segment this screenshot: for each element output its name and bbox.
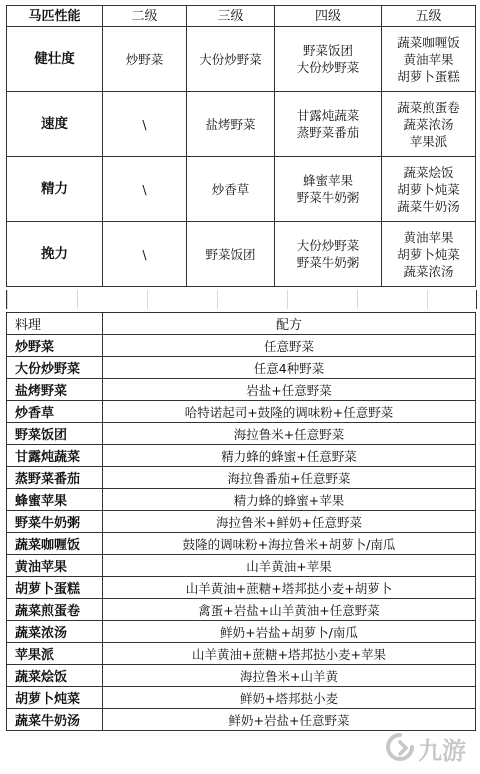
dish-name: 蔬菜牛奶汤 xyxy=(7,709,103,731)
header-horse-stat: 马匹性能 xyxy=(7,6,103,27)
dish-recipe: 鲜奶+岩盐+任意野菜 xyxy=(103,709,476,731)
dish-recipe: 任意野菜 xyxy=(103,335,476,357)
recipe-row xyxy=(7,599,476,621)
dish-recipe: 海拉鲁米+山羊黄 xyxy=(103,665,476,687)
dish-recipe: 哈特诺起司+鼓隆的调味粉+任意野菜 xyxy=(103,401,476,423)
dish-recipe: 海拉鲁番茄+任意野菜 xyxy=(103,467,476,489)
level-5-dishes: 黄油苹果 胡萝卜炖菜 蔬菜浓汤 xyxy=(382,222,476,287)
dish-name: 盐烤野菜 xyxy=(7,379,103,401)
header-level-5: 五级 xyxy=(382,6,476,27)
dish-name: 蔬菜浓汤 xyxy=(7,621,103,643)
recipe-row xyxy=(7,709,476,731)
dish-name: 炒香草 xyxy=(7,401,103,423)
header-recipe: 配方 xyxy=(103,313,476,335)
recipe-row xyxy=(7,643,476,665)
dish-recipe: 岩盐+任意野菜 xyxy=(103,379,476,401)
dish-name: 炒野菜 xyxy=(7,335,103,357)
recipe-row xyxy=(7,577,476,599)
stats-row-stamina xyxy=(7,157,476,222)
dish-name: 蔬菜烩饭 xyxy=(7,665,103,687)
watermark-text: 九游 xyxy=(418,737,466,765)
dish-recipe: 鲜奶+塔邦挞小麦 xyxy=(103,687,476,709)
stats-header-row xyxy=(7,6,476,27)
recipe-row xyxy=(7,687,476,709)
dish-name: 蔬菜咖喱饭 xyxy=(7,533,103,555)
header-level-4: 四级 xyxy=(275,6,382,27)
header-level-3: 三级 xyxy=(187,6,275,27)
level-3-dishes: 炒香草 xyxy=(187,157,275,222)
stat-label: 精力 xyxy=(7,157,103,222)
dish-recipe: 精力蜂的蜂蜜+苹果 xyxy=(103,489,476,511)
header-dish: 料理 xyxy=(7,313,103,335)
dish-name: 胡萝卜炖菜 xyxy=(7,687,103,709)
recipe-row xyxy=(7,533,476,555)
dish-name: 黄油苹果 xyxy=(7,555,103,577)
level-2-dishes: 炒野菜 xyxy=(103,27,187,92)
dish-recipe: 禽蛋+岩盐+山羊黄油+任意野菜 xyxy=(103,599,476,621)
level-2-dishes: \ xyxy=(103,157,187,222)
recipe-row xyxy=(7,335,476,357)
level-2-dishes: \ xyxy=(103,222,187,287)
horse-stats-table xyxy=(6,5,476,287)
level-5-dishes: 蔬菜烩饭 胡萝卜炖菜 蔬菜牛奶汤 xyxy=(382,157,476,222)
dish-recipe: 精力蜂的蜂蜜+任意野菜 xyxy=(103,445,476,467)
dish-name: 蔬菜煎蛋卷 xyxy=(7,599,103,621)
recipe-row xyxy=(7,621,476,643)
dish-name: 苹果派 xyxy=(7,643,103,665)
dish-recipe: 山羊黄油+苹果 xyxy=(103,555,476,577)
level-3-dishes: 野菜饭团 xyxy=(187,222,275,287)
recipe-row xyxy=(7,357,476,379)
stats-row-speed xyxy=(7,92,476,157)
level-4-dishes: 大份炒野菜 野菜牛奶粥 xyxy=(275,222,382,287)
dish-name: 野菜牛奶粥 xyxy=(7,511,103,533)
stats-row-pull xyxy=(7,222,476,287)
spreadsheet-gap-row xyxy=(6,290,477,309)
watermark xyxy=(385,731,466,766)
dish-name: 蒸野菜番茄 xyxy=(7,467,103,489)
level-4-dishes: 野菜饭团 大份炒野菜 xyxy=(275,27,382,92)
dish-name: 大份炒野菜 xyxy=(7,357,103,379)
dish-recipe: 任意4种野菜 xyxy=(103,357,476,379)
stats-row-strength xyxy=(7,27,476,92)
recipe-row xyxy=(7,467,476,489)
recipe-row xyxy=(7,445,476,467)
dish-name: 蜂蜜苹果 xyxy=(7,489,103,511)
stat-label: 健壮度 xyxy=(7,27,103,92)
dish-name: 胡萝卜蛋糕 xyxy=(7,577,103,599)
header-level-2: 二级 xyxy=(103,6,187,27)
level-4-dishes: 甘露炖蔬菜 蒸野菜番茄 xyxy=(275,92,382,157)
dish-name: 甘露炖蔬菜 xyxy=(7,445,103,467)
dish-recipe: 鲜奶+岩盐+胡萝卜/南瓜 xyxy=(103,621,476,643)
recipe-table xyxy=(6,312,476,731)
recipe-header-row xyxy=(7,313,476,335)
dish-recipe: 山羊黄油+蔗糖+塔邦挞小麦+苹果 xyxy=(103,643,476,665)
level-5-dishes: 蔬菜煎蛋卷 蔬菜浓汤 苹果派 xyxy=(382,92,476,157)
dish-recipe: 山羊黄油+蔗糖+塔邦挞小麦+胡萝卜 xyxy=(103,577,476,599)
recipe-row xyxy=(7,489,476,511)
dish-recipe: 海拉鲁米+任意野菜 xyxy=(103,423,476,445)
recipe-row xyxy=(7,423,476,445)
level-3-dishes: 盐烤野菜 xyxy=(187,92,275,157)
level-5-dishes: 蔬菜咖喱饭 黄油苹果 胡萝卜蛋糕 xyxy=(382,27,476,92)
recipe-row xyxy=(7,555,476,577)
nineyou-logo-icon xyxy=(385,732,415,766)
stat-label: 速度 xyxy=(7,92,103,157)
recipe-row xyxy=(7,379,476,401)
dish-recipe: 海拉鲁米+鲜奶+任意野菜 xyxy=(103,511,476,533)
stat-label: 挽力 xyxy=(7,222,103,287)
recipe-row xyxy=(7,665,476,687)
recipe-row xyxy=(7,401,476,423)
level-4-dishes: 蜂蜜苹果 野菜牛奶粥 xyxy=(275,157,382,222)
dish-name: 野菜饭团 xyxy=(7,423,103,445)
level-2-dishes: \ xyxy=(103,92,187,157)
level-3-dishes: 大份炒野菜 xyxy=(187,27,275,92)
recipe-row xyxy=(7,511,476,533)
dish-recipe: 鼓隆的调味粉+海拉鲁米+胡萝卜/南瓜 xyxy=(103,533,476,555)
